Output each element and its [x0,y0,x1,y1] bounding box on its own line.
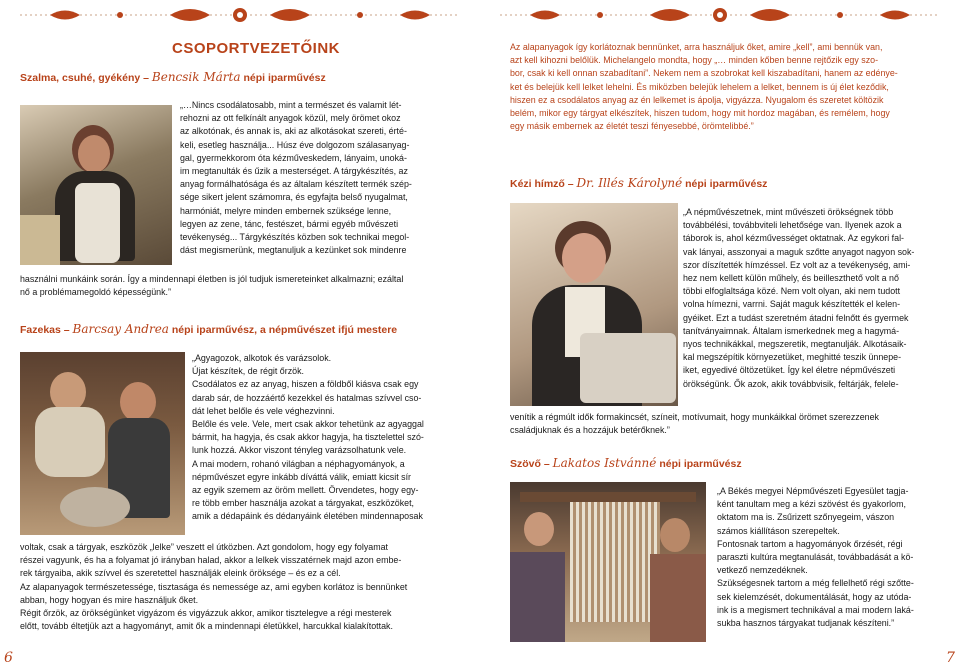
text-line: legyen az zene, tánc, festészet, bármi egyéb művészeti [180,218,399,229]
continued-quote [510,41,945,133]
photo-straw-weaver [20,105,172,265]
text-line: „A népművészetnek, mint művészeti örökségnek több [683,207,894,217]
text-line: Újat készítek, de régit őrzök. [192,366,304,377]
text-line: hez nem kellett külön műhely, és beilleszthető volt a nő [683,273,899,284]
text-line: belém, mikor egy tárgyat elkészítek, hiszen tudom, hogy mit hordoz magában, és remélem, hogy [510,108,890,119]
text-line: családjuknak és a hozzájuk betérőknek.” [510,425,670,436]
photo-embroiderer [510,203,678,406]
text-line: nyos technikákkal, megszeretik, megtanulják. Alkotásaik- [683,339,907,350]
craftsman-name: Barcsay Andrea [72,322,169,336]
text-line: Fontosnak tartom a hagyományok őrzését, régi [717,538,903,549]
page-number: 7 [946,650,955,666]
text-line: voltak, csak a tárgyak, eszközök „lelke” veszett el útközben. Azt gondolom, hogy egy folyamat [20,542,388,552]
photo-potter [20,352,185,535]
craft-label: Szalma, csuhé, gyékény – [20,72,149,84]
text-line: sek kielemzését, dokumentálását, hogy az utóda- [717,591,912,602]
text-line: bármit, ha hagyja, és csak akkor hagyja, ha tisztelettel szó- [192,432,424,443]
text-line: hiszen ez a csodálatos anyag az én lelkemet is ápolja, vigyázza. Nyugalom és szeretet költözik [510,94,884,105]
craftsman-heading-3 [510,176,767,190]
text-line: Az alapanyagok természetessége, tisztasága és nemessége az, ami egyben korlátoz is bennünket [20,581,408,592]
text-line: többi elfoglaltsága közé. Nem volt olyan, aki nem tudott [683,286,901,297]
text-line: egy másik embernek az életét teszi fényesebbé, örömtelibbé.” [510,121,754,132]
text-line: volna hímezni, varrni. Saját maguk készítették el kelen- [683,299,901,310]
text-line: Az alapanyagok így korlátoznak bennünket, arra használjuk őket, amire „kell”, ami bennük van, [510,42,883,52]
text-line: „A Békés megyei Népművészeti Egyesület tagja- [717,486,909,496]
text-line: ként tanultam meg a kézi szövést és gyakorlom, [717,499,906,510]
text-line: vetkező nemzedéknek. [717,565,808,576]
text-line: azt kell kihozni belőlük. Michelangelo mondta, hogy „… minden kőben benne rejtőzik egy szo- [510,55,879,66]
text-line: vak lányai, asszonyai a maguk szőtte anyagot nagyon sok- [683,246,915,257]
text-line: iket, egyedivé öltözetüket. Így kel életre népművészeti [683,365,896,376]
quote-craftsman-3-end [510,411,945,437]
text-line: darab sár, de hozzáértő kezekkel és hatalmas szívvel cso- [192,392,422,403]
text-line: Szükségesnek tartom a még fellelhető régi szőtte- [717,578,914,589]
text-line: részei vagyunk, és ha a folyamat jó irányban halad, akkor a lelkek visszatérnek majd azon embe- [20,555,402,566]
text-line: anyag formálhatósága és az általam készített termék szép- [180,179,412,190]
top-ornament [20,4,460,26]
text-line: abban, hogy hogyan és mire használjuk őket. [20,594,199,605]
text-line: használni munkáink során. Így a mindennapi életben is jól tudjuk ismereteinket alkalmazni; ezáltal [20,274,404,284]
text-line: „…Nincs csodálatosabb, mint a természet és valamit lét- [180,100,402,110]
text-line: számos kiállításon szerepeltek. [717,525,840,536]
text-line: „Agyagozok, alkotok és varázsolok. [192,353,332,363]
page-number: 6 [4,650,13,666]
text-line: im megtanulták és űzik a mesterséget. A tárgykészítés, az [180,166,408,177]
quote-craftsman-3-part [683,206,942,391]
right-page [480,0,960,671]
section-title: CSOPORTVEZETŐINK [172,40,341,57]
text-line: Belőle és vele. Vele, mert csak akkor tehetünk az agyaggal [192,419,424,430]
craftsman-name: Dr. Illés Károlyné [576,176,683,190]
text-line: előtt, tovább éltetjük azt a hagyományt, amit ők a mindennapi életükkel, harcukkal kialakítottak. [20,621,393,632]
text-line: Régit őrzök, az örökségünket vigyázom és vigyázzuk akkor, amikor tisztelegve a régi mesterek [20,608,392,619]
text-line: rehozni az ott felkínált anyagok közül, mely örömet okoz [180,113,401,124]
quote-craftsman-2-part [192,352,450,524]
text-line: venítik a régmúlt idők formakincsét, színeit, motívumait, hogy munkáikkal örömet szerezzenek [510,412,879,422]
text-line: keli, esetleg használja... Húsz éve dolgozom szálasanyag- [180,139,410,150]
text-line: re több ember használja azokat a tárgyakat, eszközöket, [192,498,414,509]
craft-label: Fazekas – [20,324,70,336]
quote-craftsman-4 [717,485,942,630]
text-line: bor, csak ki kell onnan szabadítani”. Nekem nem a szobrokat kell kiszabadítani, hanem az edénye- [510,68,898,79]
quote-craftsman-1-end [20,273,460,299]
photo-weaver [510,482,706,642]
text-line: tevékenység... Tárgykészítés közben sok technikai megol- [180,232,410,243]
craft-label: Kézi hímző – [510,178,574,190]
text-line: kal megszépítik környezetüket, meghitté teszik ünnepe- [683,352,902,363]
text-line: amik a dédapáink és dédanyáink életében mindennaposak [192,511,423,522]
text-line: nő a problémamegoldó képességünk.” [20,287,171,298]
text-line: örökségünk. Ők azok, akik továbbvisik, feltárják, felele- [683,378,899,389]
craftsman-title: népi iparművész [685,178,768,190]
text-line: gyéiket. Ezt a tudást szeretném átadni felnőtt és gyermek [683,312,909,323]
text-line: oktatom ma is. Zsűrizett szőnyegeim, vászon [717,512,895,523]
text-line: ket és belejük kell lelket lehelni. És miközben belejük lehelem a lelket, bennem is új élet keződik, [510,81,889,92]
text-line: lunk hozzá. Akkor viszont tényleg varázsolhatunk vele. [192,445,407,456]
text-line: harmóniát, melyre minden embernek szüksége lenne, [180,205,392,216]
quote-craftsman-2-end [20,541,460,633]
text-line: sukba hasznos tárgyakat tudjanak készíteni.” [717,618,895,629]
text-line: táborok is, ahol kézművességet oktatnak. Az egykori fal- [683,233,904,244]
craftsman-title: népi iparművész [659,458,742,470]
top-ornament [500,4,940,26]
text-line: dást megismerünk, megtanuljuk a kezünket sok mindenre [180,245,407,256]
text-line: A mai modern, rohanó világban a néphagyományok, a [192,458,405,469]
text-line: továbbélési, továbbviteli lehetősége van. Ilyenek azok a [683,220,902,231]
text-line: sége sikert jelent számomra, és egyfajta belső nyugalmat, [180,192,408,203]
craftsman-name: Lakatos Istvánné [552,456,657,470]
quote-craftsman-1-part [180,99,450,257]
text-line: az alkotónak, és annak is, aki az alkotásokat szereti, érté- [180,126,407,137]
text-line: ink is a megismert technikával a mai modern laká- [717,604,914,615]
craftsman-heading-2 [20,322,397,336]
craftsman-title: népi iparművész [243,72,326,84]
craft-label: Szövő – [510,458,550,470]
text-line: az egyik szemem az öröm mellett. Örvendetes, hogy egy- [192,485,419,496]
craftsman-name: Bencsik Márta [151,70,241,84]
text-line: Csodálatos ez az anyag, hiszen a földből kiásva csak egy [192,379,419,390]
text-line: rek tárgyaiba, akik szívvel és szeretettel használják eleink öröksége – és ez a cél. [20,568,341,579]
text-line: népművészet egyre inkább díváttá válik, emiatt kicsit sír [192,471,412,482]
text-line: szor díszítették hímzéssel. Ez volt az a tevékenység, ami- [683,259,911,270]
text-line: gal, gyermekkorom óta kézműveskedem, lányaim, unoká- [180,152,407,163]
text-line: dát lehet belőle és vele véghezvinni. [192,405,335,416]
craftsman-heading-4 [510,456,742,470]
craftsman-heading-1 [20,70,326,84]
text-line: tanítványaimnak. Általam ismerkednek meg a hagymá- [683,325,900,336]
craftsman-title: népi iparművész, a népművészet ifjú mestere [171,324,398,336]
text-line: paraszti kultúra megtanulását, továbbadását a kö- [717,552,914,563]
